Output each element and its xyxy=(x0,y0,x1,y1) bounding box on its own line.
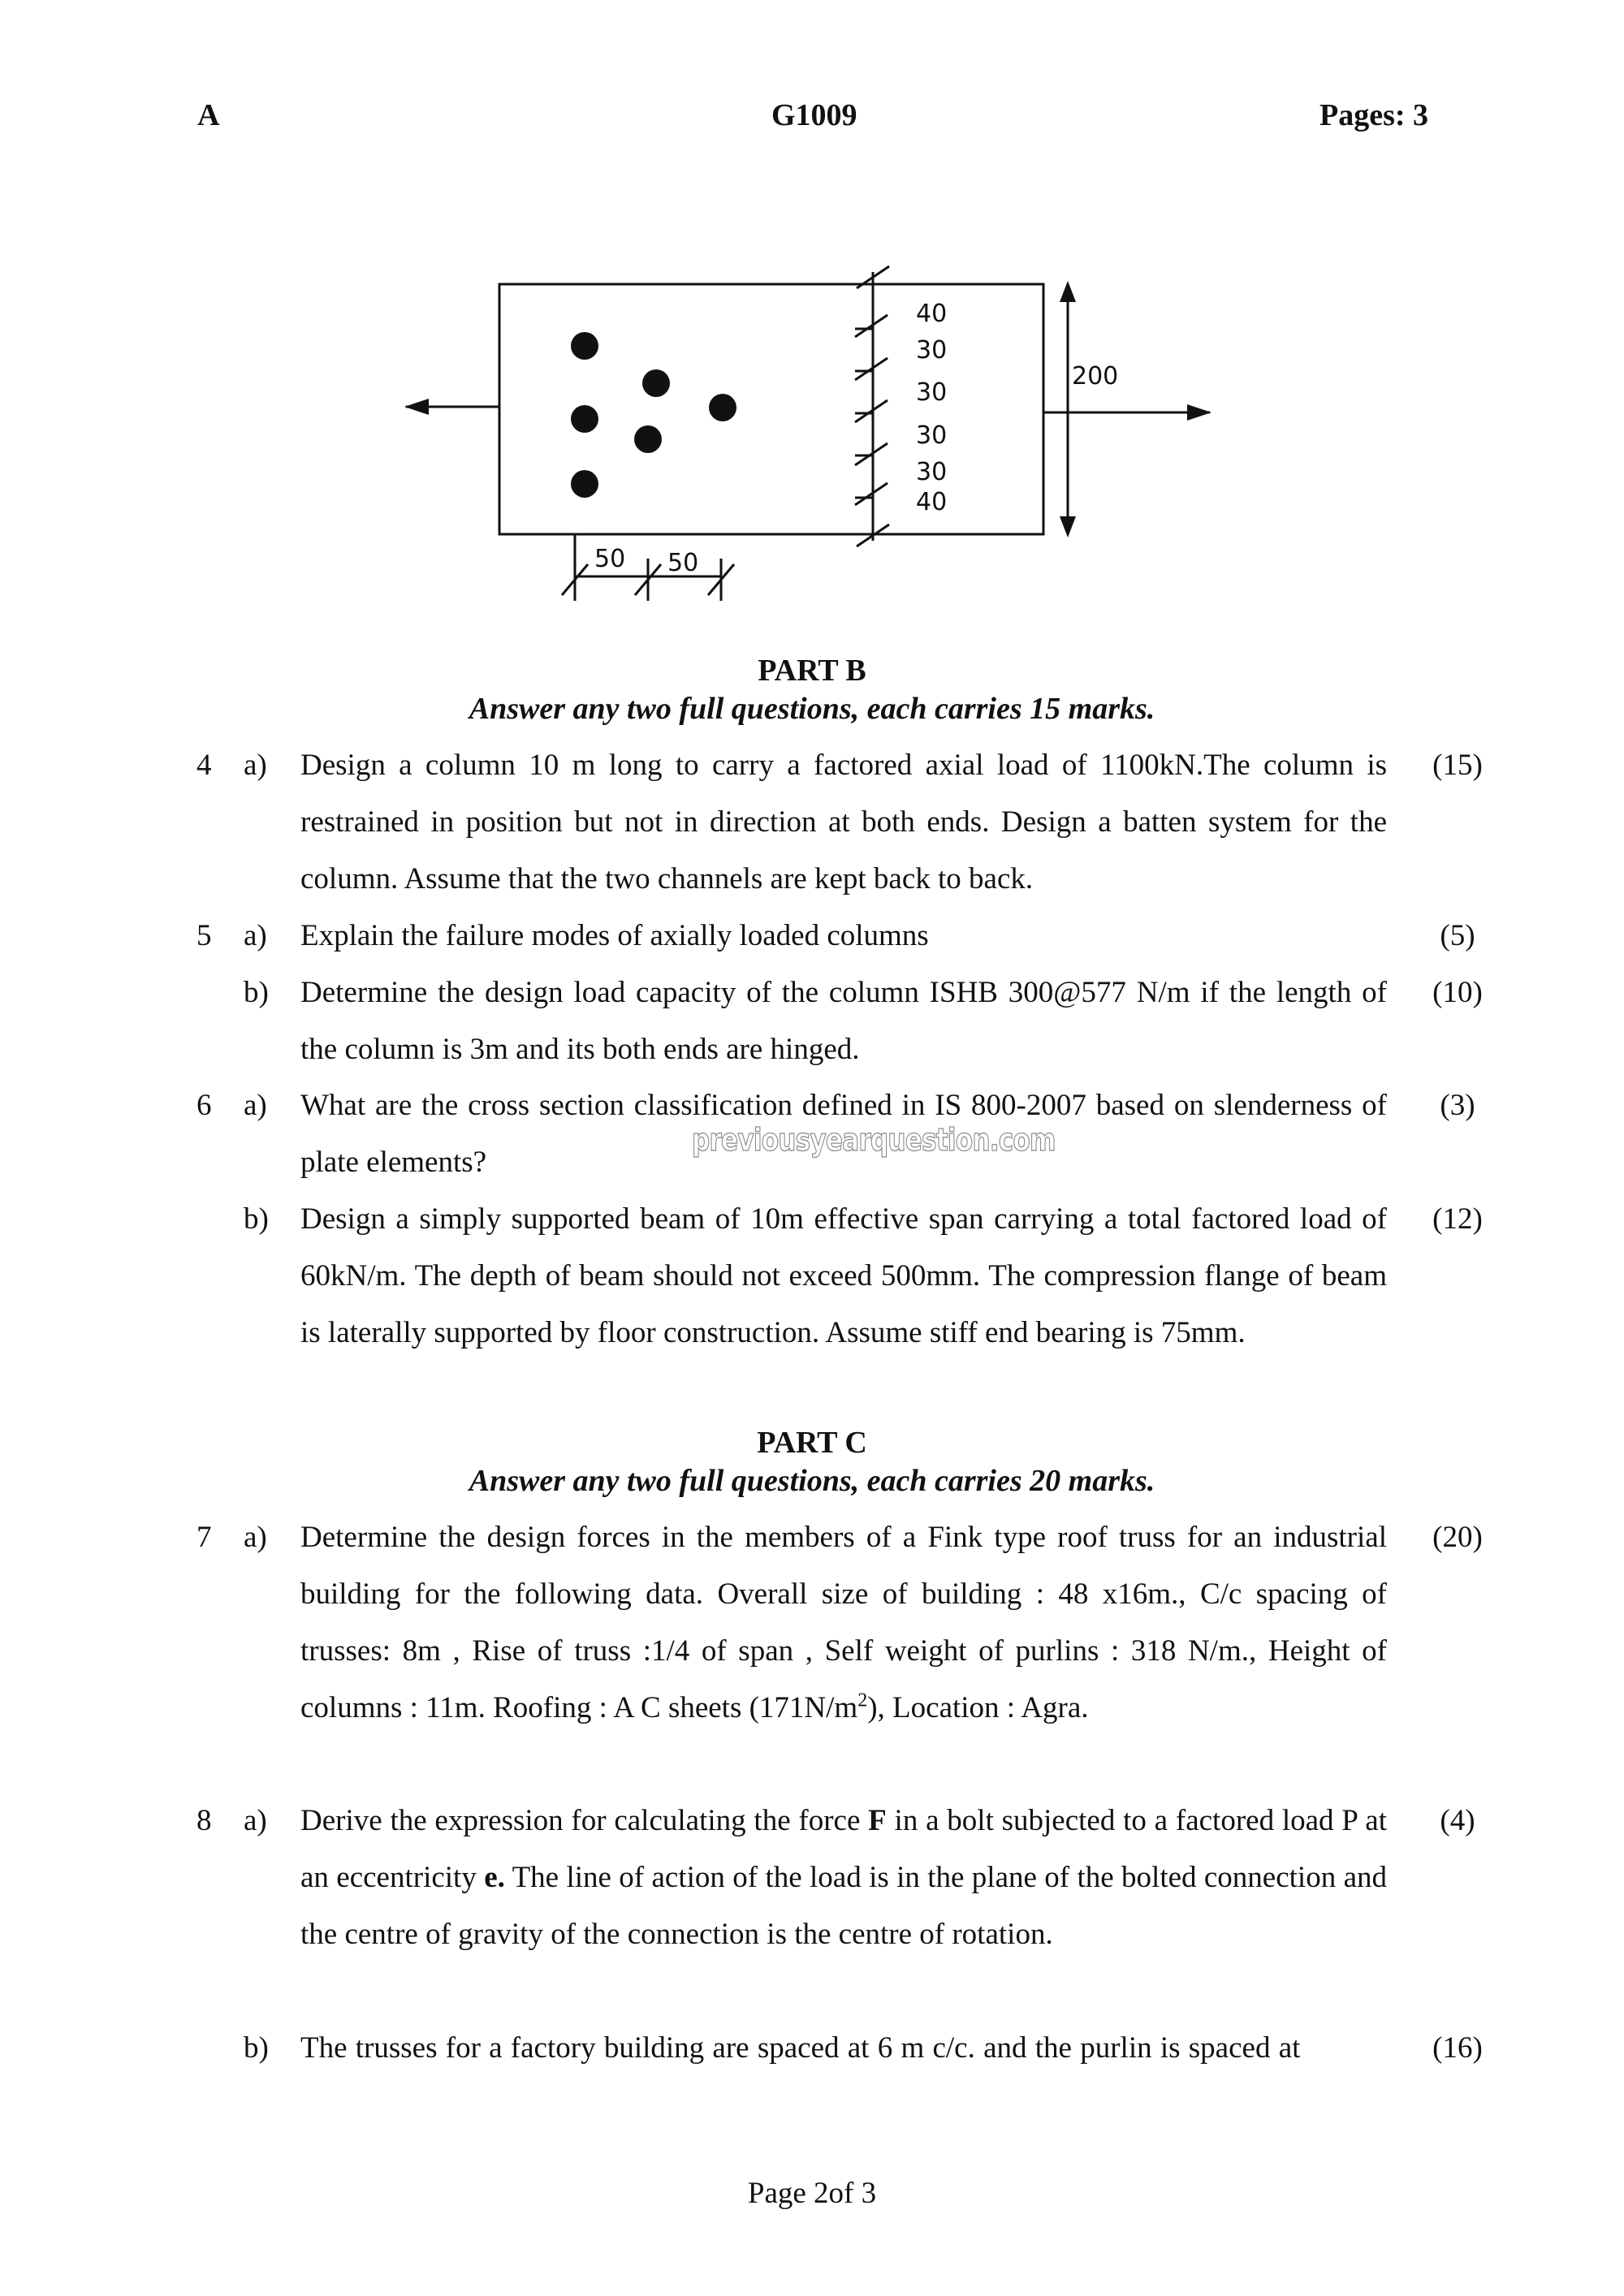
bolt-dot xyxy=(571,405,598,433)
question-text: The trusses for a factory building are spaced at 6 m c/c. and the purlin is spaced at xyxy=(300,2031,1301,2065)
question-text: What are the cross section classification defined in IS 800-2007 based on slenderness of plate elements? xyxy=(300,1089,1387,1179)
sub-question-label: b) xyxy=(244,2031,269,2065)
bolt-dot xyxy=(709,394,736,421)
marks: (4) xyxy=(1440,1804,1475,1837)
bolt-dot xyxy=(642,369,670,397)
marks: (3) xyxy=(1440,1089,1475,1122)
part-b-title: PART B xyxy=(758,654,866,688)
marks: (5) xyxy=(1440,919,1475,952)
sub-question-label: a) xyxy=(244,1089,267,1122)
watermark-logo: previousyearquestion.com xyxy=(692,1122,1056,1158)
eccentricity-symbol: e. xyxy=(484,1861,505,1894)
question-text: Determine the design forces in the members of a Fink type roof truss for an industrial building for the following data. Overall size of building : 48 x16m., C/c spacing of trusses: 8m , Rise of truss :1/4 of span , Self weight of purlins : 318 N/m., Height of columns : 11m. Roofing : A C sheets $(171N/m^2)$, Location : Agra. xyxy=(300,1521,1387,1724)
sub-question-label: a) xyxy=(244,749,267,782)
left-arrowhead xyxy=(404,399,429,415)
question-number: 5 xyxy=(197,919,212,952)
part-c-title: PART C xyxy=(757,1426,867,1460)
dim-label: 50 xyxy=(594,545,626,573)
page-count: Pages: 3 xyxy=(1320,98,1429,132)
dim-label: 30 xyxy=(916,421,948,450)
bolt-dot xyxy=(634,425,662,453)
paper-set-label: A xyxy=(197,98,220,132)
width-arrow-bottom xyxy=(1060,516,1076,537)
question-number: 8 xyxy=(197,1804,212,1837)
superscript: 2 xyxy=(857,1690,868,1711)
width-label: 200 xyxy=(1072,362,1119,391)
dim-label: 30 xyxy=(916,458,948,486)
sub-question-label: a) xyxy=(244,1521,267,1554)
question-text: Design a simply supported beam of 10m effective span carrying a total factored load of 60kN/m. The depth of beam should not exceed 500mm. The compression flange of beam is laterally supported by floor construction. Assume stiff end bearing is 75mm. xyxy=(300,1202,1387,1349)
marks: (15) xyxy=(1432,749,1483,782)
part-c-instructions: Answer any two full questions, each carries 20 marks. xyxy=(469,1464,1155,1498)
right-arrowhead xyxy=(1187,404,1212,421)
sub-question-label: a) xyxy=(244,1804,267,1837)
paper-code: G1009 xyxy=(771,98,857,132)
dim-label: 30 xyxy=(916,336,948,365)
question-text: Explain the failure modes of axially loaded columns xyxy=(300,919,929,952)
part-b-instructions: Answer any two full questions, each carries 15 marks. xyxy=(469,692,1155,726)
question-text: Determine the design load capacity of the column ISHB 300@577 N/m if the length of the column is 3m and its both ends are hinged. xyxy=(300,976,1387,1066)
marks: (12) xyxy=(1432,1202,1483,1236)
width-arrow-top xyxy=(1060,281,1076,302)
sub-question-label: a) xyxy=(244,919,267,952)
sub-question-label: b) xyxy=(244,1202,269,1236)
dim-label: 40 xyxy=(916,488,948,516)
marks: (10) xyxy=(1432,976,1483,1009)
dim-label: 40 xyxy=(916,300,948,328)
marks: (16) xyxy=(1432,2031,1483,2065)
question-number: 7 xyxy=(197,1521,212,1554)
question-number: 6 xyxy=(197,1089,212,1122)
bolt-dot xyxy=(571,470,598,498)
bolted-plate-figure xyxy=(382,260,1242,617)
sub-question-label: b) xyxy=(244,976,269,1009)
question-number: 4 xyxy=(197,749,212,782)
page-footer: Page 2of 3 xyxy=(747,2177,877,2210)
question-text: Design a column 10 m long to carry a factored axial load of 1100kN.The column is restrained in position but not in direction at both ends. Design a batten system for the column. Assume that the two channels are kept back to back. xyxy=(300,749,1387,896)
marks: (20) xyxy=(1432,1521,1483,1554)
bolt-dot xyxy=(571,332,598,360)
dim-label: 30 xyxy=(916,378,948,407)
dim-label: 50 xyxy=(667,549,699,577)
question-text: Derive the expression for calculating the force F in a bolt subjected to a factored load P at an eccentricity e. The line of action of the load is in the plane of the bolted connection and the centre of gravity of the connection is the centre of rotation. xyxy=(300,1804,1387,1951)
force-symbol: F xyxy=(868,1804,887,1837)
